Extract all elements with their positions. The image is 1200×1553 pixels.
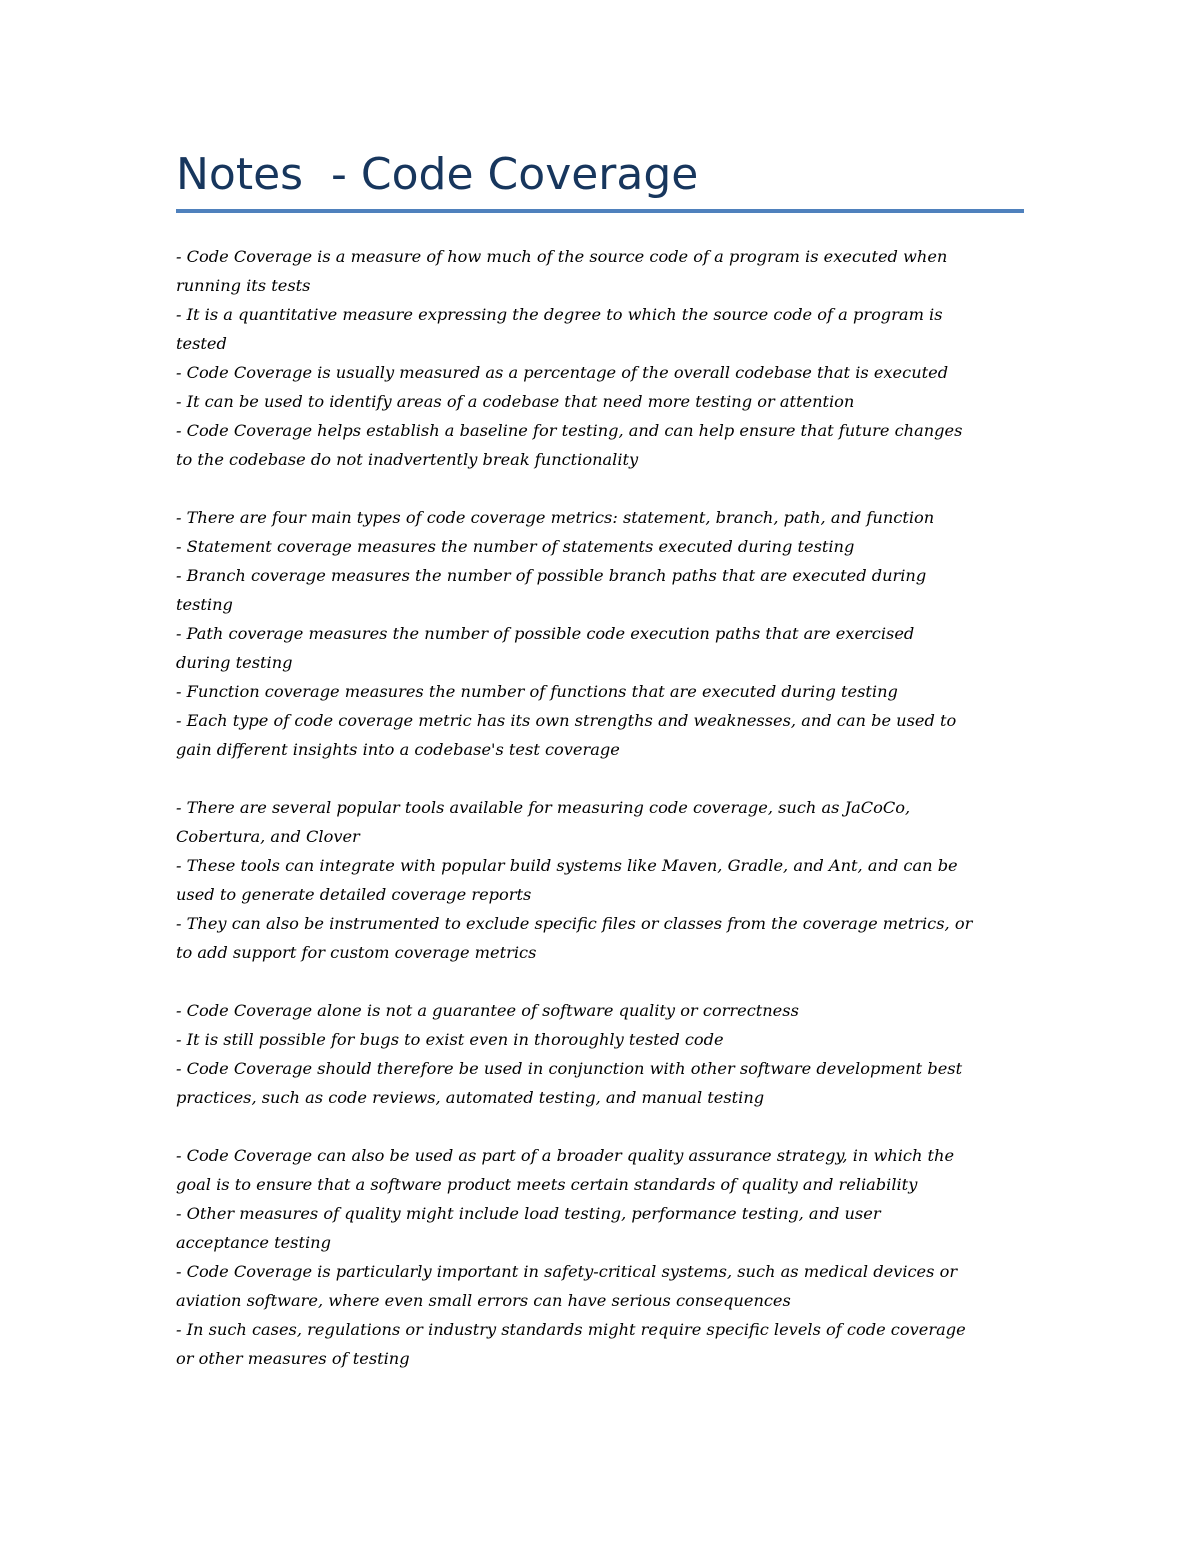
text-line: to add support for custom coverage metrics bbox=[176, 943, 537, 962]
paragraph-overview bbox=[176, 242, 1036, 474]
text-line: - There are four main types of code coverage metrics: statement, branch, path, and function bbox=[176, 508, 935, 527]
text-line: aviation software, where even small errors can have serious consequences bbox=[176, 1291, 791, 1310]
text-line: Cobertura, and Clover bbox=[176, 827, 360, 846]
notes-body bbox=[176, 242, 1036, 1373]
paragraph-metric-types bbox=[176, 503, 1036, 764]
text-line: used to generate detailed coverage reports bbox=[176, 885, 532, 904]
paragraph-spacer bbox=[176, 474, 1036, 503]
paragraph-limitations bbox=[176, 996, 1036, 1112]
text-line: - Each type of code coverage metric has its own strengths and weaknesses, and can be used to bbox=[176, 711, 957, 730]
text-line: or other measures of testing bbox=[176, 1349, 410, 1368]
text-line: - It is still possible for bugs to exist even in thoroughly tested code bbox=[176, 1030, 724, 1049]
text-line: gain different insights into a codebase's test coverage bbox=[176, 740, 620, 759]
text-line: practices, such as code reviews, automated testing, and manual testing bbox=[176, 1088, 765, 1107]
text-line: - Path coverage measures the number of possible code execution paths that are exercised bbox=[176, 624, 915, 643]
text-line: - These tools can integrate with popular build systems like Maven, Gradle, and Ant, and can be bbox=[176, 856, 958, 875]
paragraph-tools bbox=[176, 793, 1036, 967]
text-line: - There are several popular tools available for measuring code coverage, such as JaCoCo, bbox=[176, 798, 911, 817]
text-line: - Code Coverage is a measure of how much of the source code of a program is executed when bbox=[176, 247, 948, 266]
title-underline bbox=[176, 209, 1024, 213]
text-line: - Code Coverage alone is not a guarantee of software quality or correctness bbox=[176, 1001, 799, 1020]
text-line: - Statement coverage measures the number of statements executed during testing bbox=[176, 537, 855, 556]
text-line: to the codebase do not inadvertently break functionality bbox=[176, 450, 639, 469]
paragraph-spacer bbox=[176, 1112, 1036, 1141]
text-line: - Branch coverage measures the number of possible branch paths that are executed during bbox=[176, 566, 927, 585]
text-line: - It is a quantitative measure expressing the degree to which the source code of a program is bbox=[176, 305, 943, 324]
text-line: testing bbox=[176, 595, 233, 614]
text-line: - Function coverage measures the number of functions that are executed during testing bbox=[176, 682, 898, 701]
paragraph-spacer bbox=[176, 967, 1036, 996]
text-line: - In such cases, regulations or industry standards might require specific levels of code coverage bbox=[176, 1320, 966, 1339]
text-line: acceptance testing bbox=[176, 1233, 331, 1252]
text-line: - Code Coverage helps establish a baseline for testing, and can help ensure that future changes bbox=[176, 421, 963, 440]
text-line: running its tests bbox=[176, 276, 311, 295]
page-title: Notes - Code Coverage bbox=[176, 149, 699, 200]
text-line: goal is to ensure that a software product meets certain standards of quality and reliability bbox=[176, 1175, 918, 1194]
paragraph-quality-assurance bbox=[176, 1141, 1036, 1373]
text-line: - Code Coverage is usually measured as a percentage of the overall codebase that is executed bbox=[176, 363, 949, 382]
text-line: - It can be used to identify areas of a codebase that need more testing or attention bbox=[176, 392, 855, 411]
text-line: - Other measures of quality might include load testing, performance testing, and user bbox=[176, 1204, 881, 1223]
text-line: - They can also be instrumented to exclude specific files or classes from the coverage metrics, or bbox=[176, 914, 973, 933]
text-line: during testing bbox=[176, 653, 293, 672]
text-line: tested bbox=[176, 334, 227, 353]
text-line: - Code Coverage is particularly important in safety-critical systems, such as medical devices or bbox=[176, 1262, 958, 1281]
paragraph-spacer bbox=[176, 764, 1036, 793]
text-line: - Code Coverage can also be used as part of a broader quality assurance strategy, in which the bbox=[176, 1146, 955, 1165]
text-line: - Code Coverage should therefore be used in conjunction with other software development best bbox=[176, 1059, 963, 1078]
